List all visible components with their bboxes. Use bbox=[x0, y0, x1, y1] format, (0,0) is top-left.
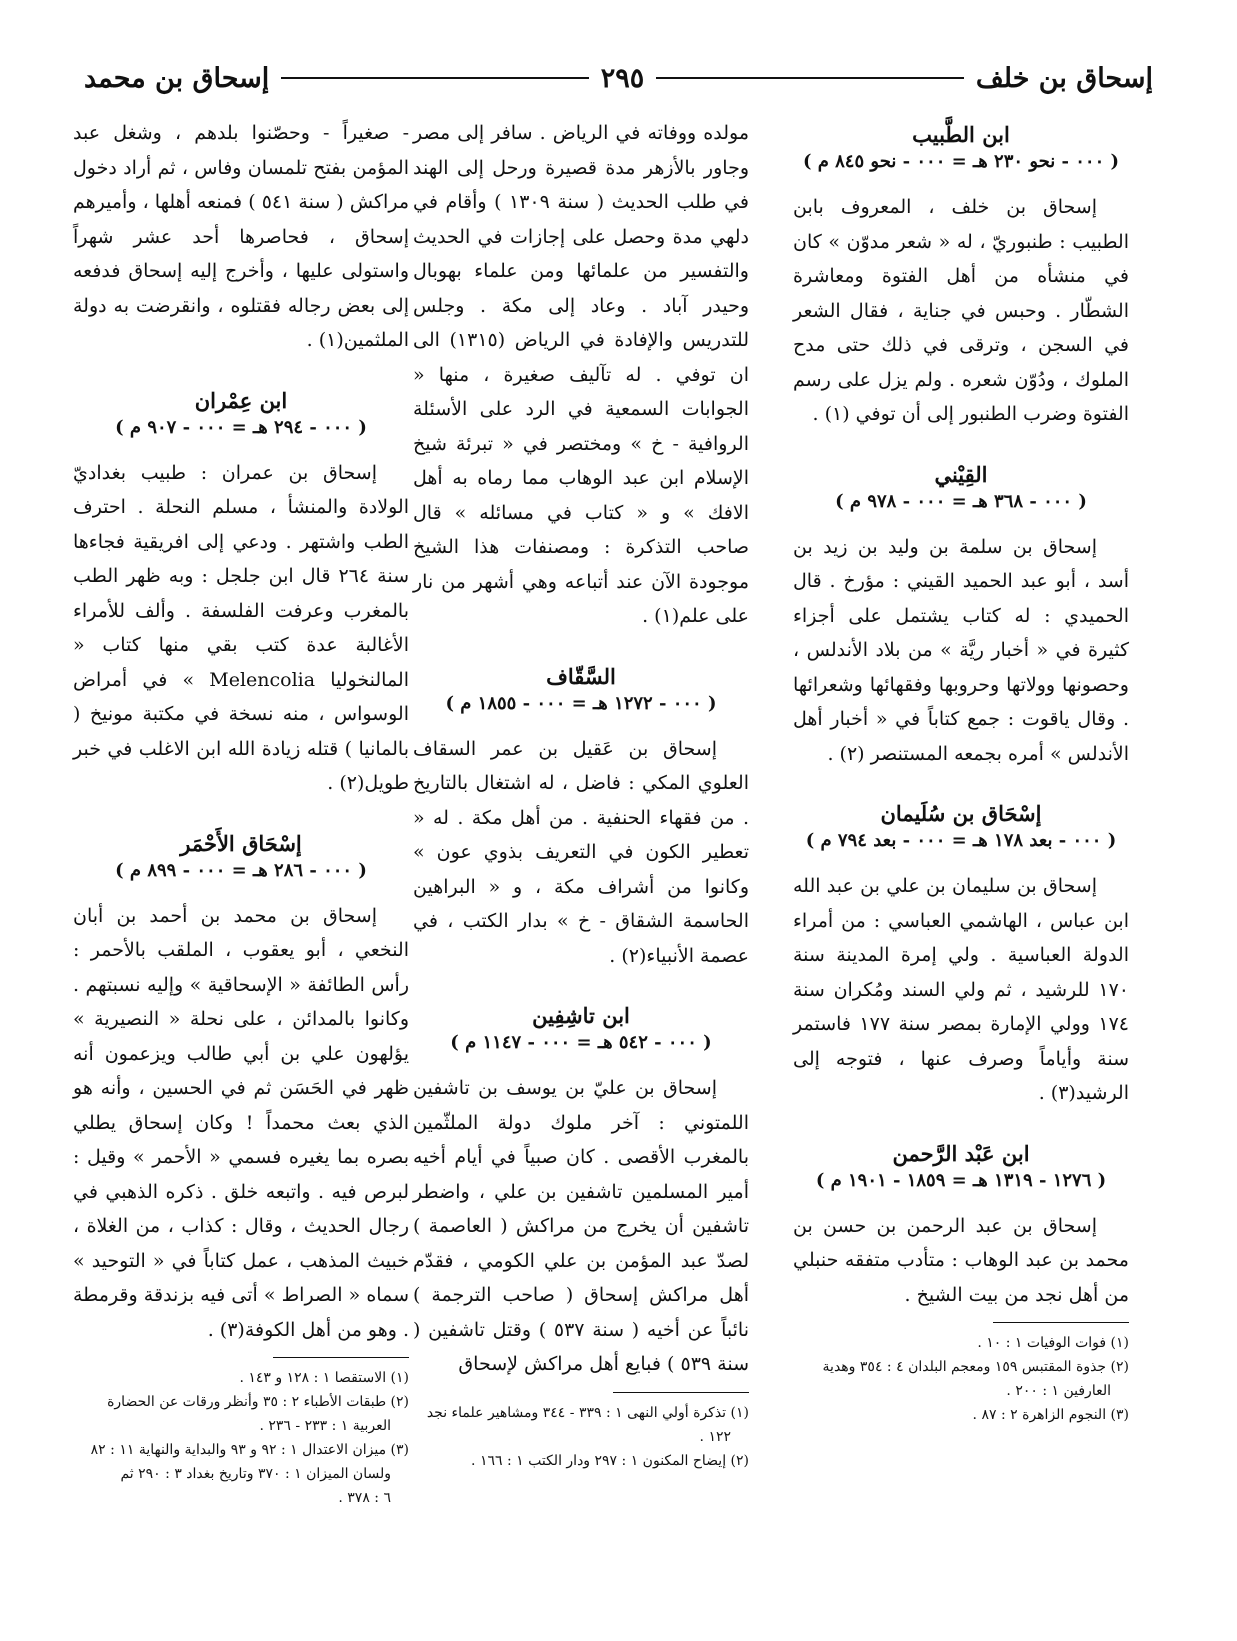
footnotes bbox=[73, 1366, 409, 1510]
footnote: (١) الاستقصا ١ : ١٢٨ و ١٤٣ . bbox=[239, 1370, 409, 1386]
entry-title: القِيْني bbox=[934, 461, 988, 487]
entry-text: إسحاق بن عبد الرحمن بن حسن بن محمد بن عبد الوهاب : متأدب متفقه حنبلي من أهل نجد من بيت الشيخ . bbox=[793, 1214, 1129, 1306]
footnotes bbox=[413, 1401, 749, 1473]
entry bbox=[793, 1141, 1129, 1313]
entry-text: إسحاق بن خلف ، المعروف بابن الطبيب : طنبوريّ ، له « شعر مدوّن » كان في منشأه من أهل الفتوة ومعاشرة الشطّار . وحبس في جناية ، فقال الشعر في السجن ، وترقى في ذلك حتى مدح الملوك ، ودُوّن شعره . ولم يزل على رسم الفتوة وضرب الطنبور إلى أن توفي (١) . bbox=[793, 196, 1129, 425]
footnote: العربية ١ : ٢٣٣ - ٢٣٦ . bbox=[259, 1418, 391, 1434]
entry bbox=[413, 664, 749, 974]
entry bbox=[793, 801, 1129, 1111]
entry-text: إسحاق بن عليّ بن يوسف بن تاشفين اللمتوني : آخر ملوك دولة الملثّمين بالمغرب الأقصى . كان صبياً في أيام أخيه أمير المسلمين تاشفين بن علي ، واضطر تاشفين أن يخرج من مراكش ( العاصمة ) لصدّ عبد المؤمن بن علي الكومي ، فقدّم أهل مراكش إسحاق ( صاحب الترجمة ) نائباً عن أخيه ( سنة ٥٣٧ ) وقتل تاشفين ( سنة ٥٣٩ ) فبايع أهل مراكش لإسحاق bbox=[413, 1077, 749, 1375]
entry-title: إسْحَاق بن سُلَيمان bbox=[880, 801, 1042, 826]
footnote: ١٢٢ . bbox=[699, 1428, 731, 1445]
column-right bbox=[793, 116, 1129, 1427]
running-header bbox=[84, 58, 1153, 98]
footnote: (٢) جذوة المقتبس ١٥٩ ومعجم البلدان ٤ : ٣٥٤ وهدية bbox=[822, 1359, 1129, 1375]
footnote: ولسان الميزان ١ : ٣٧٠ وتاريخ بغداد ٣ : ٢٩٠ ثم bbox=[120, 1466, 391, 1482]
entry-continuation: مولده ووفاته في الرياض . سافر إلى مصر وجاور بالأزهر مدة قصيرة ورحل إلى الهند في طلب الحديث ( سنة ١٣٠٩ ) وأقام في دلهي مدة وحصل على إجازات في الحديث والتفسير من علمائها ومن علماء بهوبال وحيدر آباد . وعاد إلى مكة . وجلس للتدريس والإفادة في الرياض (١٣١٥) الى ان توفي . له تآليف صغيرة ، منها « الجوابات السمعية في الرد على الأسئلة الروافية - خ » ومختصر في « تبرئة شيخ الإسلام ابن عبد الوهاب مما رماه به أهل الافك » و « كتاب في مسائله » قال صاحب التذكرة : ومصنفات هذا الشيخ موجودة الآن عند أتباعه وهي أشهر من نار على علم(١) . bbox=[413, 122, 750, 627]
header-right-title: إسحاق بن خلف bbox=[975, 62, 1153, 94]
entry-title: ابن الطَّبيب bbox=[912, 122, 1010, 147]
entry bbox=[73, 388, 409, 801]
entry-text: إسحاق بن محمد بن أحمد بن أبان النخعي ، أبو يعقوب ، الملقب بالأحمر : رأس الطائفة « الإسحاقية » وإليه نسبتهم . وكانوا بالمدائن ، على نحلة « النصيرية » يؤلهون علي بن أبي طالب ويزعمون أنه ظهر في الحَسَن ثم في الحسين ، وأنه هو الذي بعث محمداً ! وكان إسحاق يطلي بصره بما يغيره فسمي « الأحمر » وقيل : لبرص فيه . واتبعه خلق . ذكره الذهبي في رجال الحديث ، وقال : كذاب ، من الغلاة ، خبيث المذهب ، عمل كتاباً في « التوحيد » سماه « الصراط » أتى فيه بزندقة وقرمطة . وهو من أهل الكوفة(٣) . bbox=[73, 904, 409, 1341]
entry-dates: ( ٠٠٠ - ٥٤٢ هـ = ٠٠٠ - ١١٤٧ م ) bbox=[450, 1032, 712, 1053]
header-rule bbox=[656, 77, 964, 79]
footnote: (١) تذكرة أولي النهى ١ : ٣٣٩ - ٣٤٤ ومشاهير علماء نجد bbox=[426, 1404, 749, 1421]
entry-title: ابن تاشِفِين bbox=[532, 1003, 630, 1028]
entry-title: السَّقّاف bbox=[546, 663, 616, 689]
entry bbox=[793, 462, 1129, 772]
footnote-rule bbox=[273, 1357, 409, 1358]
entry-title: إسْحَاق الأَحْمَر bbox=[180, 830, 302, 856]
entry-continuation: - صغيراً - وحصّنوا بلدهم ، وشغل عبد المؤمن بفتح تلمسان وفاس ، ثم أراد دخول مراكش ( سنة ٥٤١ ) فمنعه أهلها ، وأميرهم إسحاق ، فحاصرها أحد عشر شهراً واستولى عليها ، وأخرج إليه إسحاق فدفعه إلى بعض رجاله فقتلوه ، وانقرضت به دولة الملثمين(١) . bbox=[73, 122, 409, 351]
entry-text: إسحاق بن عَقيل بن عمر السقاف العلوي المكي : فاضل ، له اشتغال بالتاريخ . من فقهاء الحنفية . من أهل مكة . له « تعطير الكون في التعريف بذوي عون » وكانوا من أشراف مكة ، و « البراهين الحاسمة الشقاق - خ » بدار الكتب ، في عصمة الأنبياء(٢) . bbox=[413, 737, 749, 967]
footnote-rule bbox=[613, 1392, 749, 1393]
column-middle bbox=[413, 116, 749, 1473]
header-left-title: إسحاق بن محمد bbox=[83, 62, 270, 94]
header-rule bbox=[281, 77, 589, 79]
entry-dates: ( ١٢٧٦ - ١٣١٩ هـ = ١٨٥٩ - ١٩٠١ م ) bbox=[815, 1169, 1107, 1191]
footnote: (٣) النجوم الزاهرة ٢ : ٨٧ . bbox=[972, 1407, 1129, 1423]
footnotes bbox=[793, 1331, 1129, 1427]
page-number: ٢٩٥ bbox=[600, 62, 645, 94]
footnote: (١) فوات الوفيات ١ : ١٠ . bbox=[977, 1335, 1129, 1351]
entry-dates: ( ٠٠٠ - ٣٦٨ هـ = ٠٠٠ - ٩٧٨ م ) bbox=[835, 490, 1087, 512]
footnote-rule bbox=[993, 1322, 1129, 1323]
entry bbox=[793, 122, 1129, 432]
entry bbox=[73, 831, 409, 1348]
entry-title: ابن عَبْد الرَّحمن bbox=[892, 1140, 1030, 1166]
entry-text: إسحاق بن سليمان بن علي بن عبد الله ابن عباس ، الهاشمي العباسي : من أمراء الدولة العباسية . ولي إمرة المدينة سنة ١٧٠ للرشيد ، ثم ولي السند ومُكران سنة ١٧٤ وولي الإمارة بمصر سنة ١٧٧ فاستمر سنة وأياماً وصرف عنها ، فتوجه إلى الرشيد(٣) . bbox=[793, 875, 1129, 1104]
column-left bbox=[73, 116, 409, 1510]
entry-title: ابن عِمْران bbox=[194, 387, 288, 413]
entry-dates: ( ٠٠٠ - ٢٨٦ هـ = ٠٠٠ - ٨٩٩ م ) bbox=[115, 859, 367, 881]
footnote: ٦ : ٣٧٨ . bbox=[338, 1490, 391, 1506]
entry-dates: ( ٠٠٠ - نحو ٢٣٠ هـ = ٠٠٠ - نحو ٨٤٥ م ) bbox=[802, 151, 1120, 172]
entry-dates: ( ٠٠٠ - بعد ١٧٨ هـ = ٠٠٠ - بعد ٧٩٤ م ) bbox=[805, 830, 1117, 851]
entry-text: إسحاق بن سلمة بن وليد بن زيد بن أسد ، أبو عبد الحميد القيني : مؤرخ . قال الحميدي : له كتاب يشتمل على أجزاء كثيرة في « أخبار ريَّة » من بلاد الأندلس ، وحصونها وولاتها وحروبها وفقهائها وشعرائها . وقال ياقوت : جمع كتاباً في « أخبار أهل الأندلس » أمره بجمعه المستنصر (٢) . bbox=[793, 535, 1129, 765]
footnote: العارفين ١ : ٢٠٠ . bbox=[1006, 1383, 1111, 1399]
entry-dates: ( ٠٠٠ - ١٢٧٢ هـ = ٠٠٠ - ١٨٥٥ م ) bbox=[445, 692, 717, 714]
footnote: (٢) إيضاح المكنون ١ : ٢٩٧ ودار الكتب ١ : ١٦٦ . bbox=[471, 1452, 749, 1469]
entry bbox=[413, 1003, 749, 1382]
footnote: (٣) ميزان الاعتدال ١ : ٩٢ و ٩٣ والبداية والنهاية ١١ : ٨٢ bbox=[90, 1442, 409, 1458]
entry-dates: ( ٠٠٠ - ٢٩٤ هـ = ٠٠٠ - ٩٠٧ م ) bbox=[115, 416, 367, 438]
entry-text: إسحاق بن عمران : طبيب بغداديّ الولادة والمنشأ ، مسلم النحلة . احترف الطب واشتهر . ودعي إلى افريقية فجاءها سنة ٢٦٤ قال ابن جلجل : وبه ظهر الطب بالمغرب وعرفت الفلسفة . وألف للأمراء الأغالبة عدة كتب بقي منها كتاب « المالنخوليا Melencolia » في أمراض الوسواس ، منه نسخة في مكتبة مونيخ ( بالمانيا ) قتله زيادة الله ابن الاغلب في خبر طويل(٢) . bbox=[73, 461, 410, 794]
footnote: (٢) طبقات الأطباء ٢ : ٣٥ وأنظر ورقات عن الحضارة bbox=[107, 1394, 409, 1410]
